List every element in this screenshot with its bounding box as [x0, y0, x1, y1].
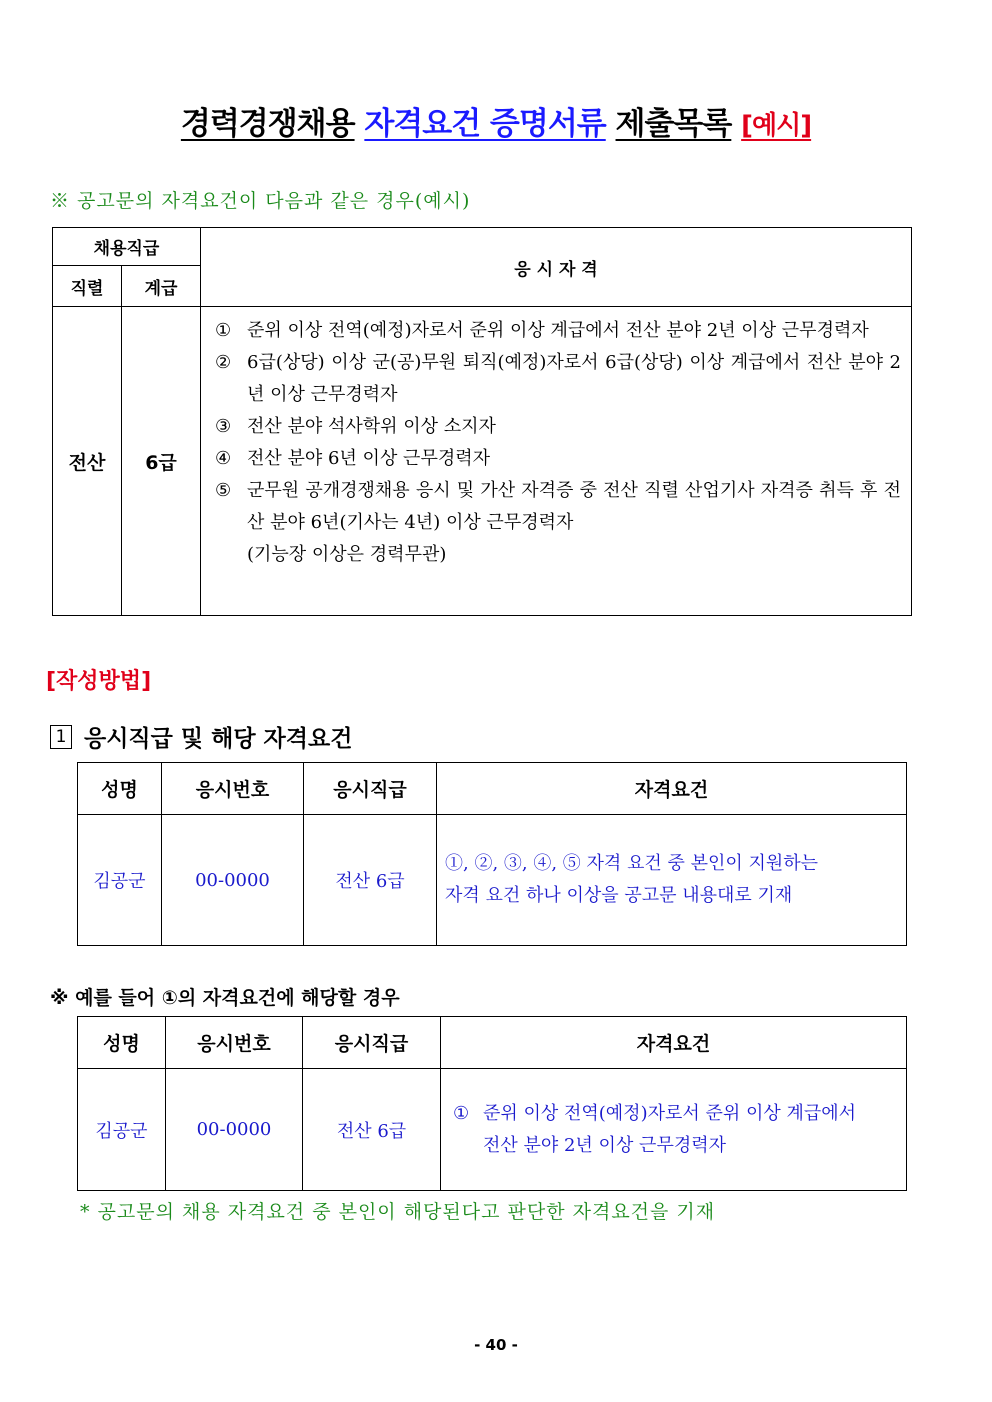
header-qualification: 자격요건	[441, 1017, 907, 1069]
applied-grade-cell: 전산 6급	[303, 1069, 441, 1191]
header-exam-number: 응시번호	[166, 1017, 303, 1069]
title-part-3: 제출목록	[615, 106, 732, 142]
requirements-cell	[201, 307, 912, 616]
page-title	[0, 98, 992, 143]
title-part-4: [예시]	[741, 111, 812, 141]
header-exam-number: 응시번호	[162, 763, 304, 815]
qualification-cell	[437, 815, 907, 946]
qualification-line: ①, ②, ③, ④, ⑤ 자격 요건 중 본인이 지원하는	[445, 853, 819, 874]
footnote: * 공고문의 채용 자격요건 중 본인이 해당된다고 판단한 자격요건을 기재	[80, 1201, 716, 1223]
series-cell: 전산	[53, 307, 122, 616]
qualification-text: 준위 이상 전역(예정)자로서 준위 이상 계급에서	[483, 1102, 857, 1124]
intro-note: ※ 공고문의 자격요건이 다음과 같은 경우(예시)	[50, 190, 471, 212]
requirement-number: ③	[215, 416, 232, 437]
requirement-text: 군무원 공개경쟁채용 응시 및 가산 자격증 중 전산 직렬 산업기사 자격증 취득 후 전산 분야 6년(기사는 4년) 이상 근무경력자	[247, 480, 901, 533]
requirement-item	[215, 475, 901, 539]
method-label: [작성방법]	[46, 669, 152, 694]
title-part-2: 자격요건 증명서류	[364, 106, 606, 142]
header-recruit-grade: 채용직급	[53, 228, 201, 266]
requirement-number	[215, 539, 247, 571]
name-cell: 김공군	[78, 815, 162, 946]
header-qualification: 응 시 자 격	[201, 228, 912, 307]
qualification-table	[52, 227, 912, 616]
name-cell: 김공군	[78, 1069, 166, 1191]
header-grade: 계급	[122, 266, 201, 307]
requirement-text: 6급(상당) 이상 군(공)무원 퇴직(예정)자로서 6급(상당) 이상 계급에서 전산 분야 2년 이상 근무경력자	[247, 352, 901, 405]
requirement-number: ⑤	[215, 480, 232, 501]
requirement-text: 전산 분야 6년 이상 근무경력자	[247, 448, 490, 469]
title-part-1: 경력경쟁채용	[180, 106, 355, 142]
section-heading	[50, 720, 352, 753]
example-table	[77, 1016, 907, 1191]
requirement-number: ①	[215, 320, 232, 341]
header-name: 성명	[78, 1017, 166, 1069]
header-name: 성명	[78, 763, 162, 815]
qualification-cell	[441, 1069, 907, 1191]
requirement-item	[215, 411, 901, 443]
requirement-item	[215, 347, 901, 411]
qualification-line: 자격 요건 하나 이상을 공고문 내용대로 기재	[445, 885, 793, 906]
applied-grade-cell: 전산 6급	[304, 815, 437, 946]
application-table	[77, 762, 907, 946]
header-applied-grade: 응시직급	[304, 763, 437, 815]
requirement-number: ②	[215, 352, 232, 373]
exam-number-cell: 00-0000	[166, 1069, 303, 1191]
requirement-text: 전산 분야 석사학위 이상 소지자	[247, 416, 496, 437]
header-applied-grade: 응시직급	[303, 1017, 441, 1069]
section-number-box: 1	[50, 725, 72, 749]
requirement-item	[215, 443, 901, 475]
requirement-text: 준위 이상 전역(예정)자로서 준위 이상 계급에서 전산 분야 2년 이상 근무경력자	[247, 320, 869, 341]
requirement-item	[215, 315, 901, 347]
grade-cell: 6급	[122, 307, 201, 616]
qualification-line	[453, 1098, 898, 1130]
header-series: 직렬	[53, 266, 122, 307]
example-note: ※ 예를 들어 ①의 자격요건에 해당할 경우	[50, 987, 400, 1009]
requirement-text: (기능장 이상은 경력무관)	[247, 544, 447, 565]
qualification-number: ①	[453, 1102, 470, 1124]
header-qualification: 자격요건	[437, 763, 907, 815]
requirement-item	[215, 539, 901, 571]
qualification-line: 전산 분야 2년 이상 근무경력자	[483, 1134, 726, 1156]
requirement-number: ④	[215, 448, 232, 469]
page-number: - 40 -	[474, 1336, 518, 1354]
section-title: 응시직급 및 해당 자격요건	[84, 726, 353, 752]
exam-number-cell: 00-0000	[162, 815, 304, 946]
